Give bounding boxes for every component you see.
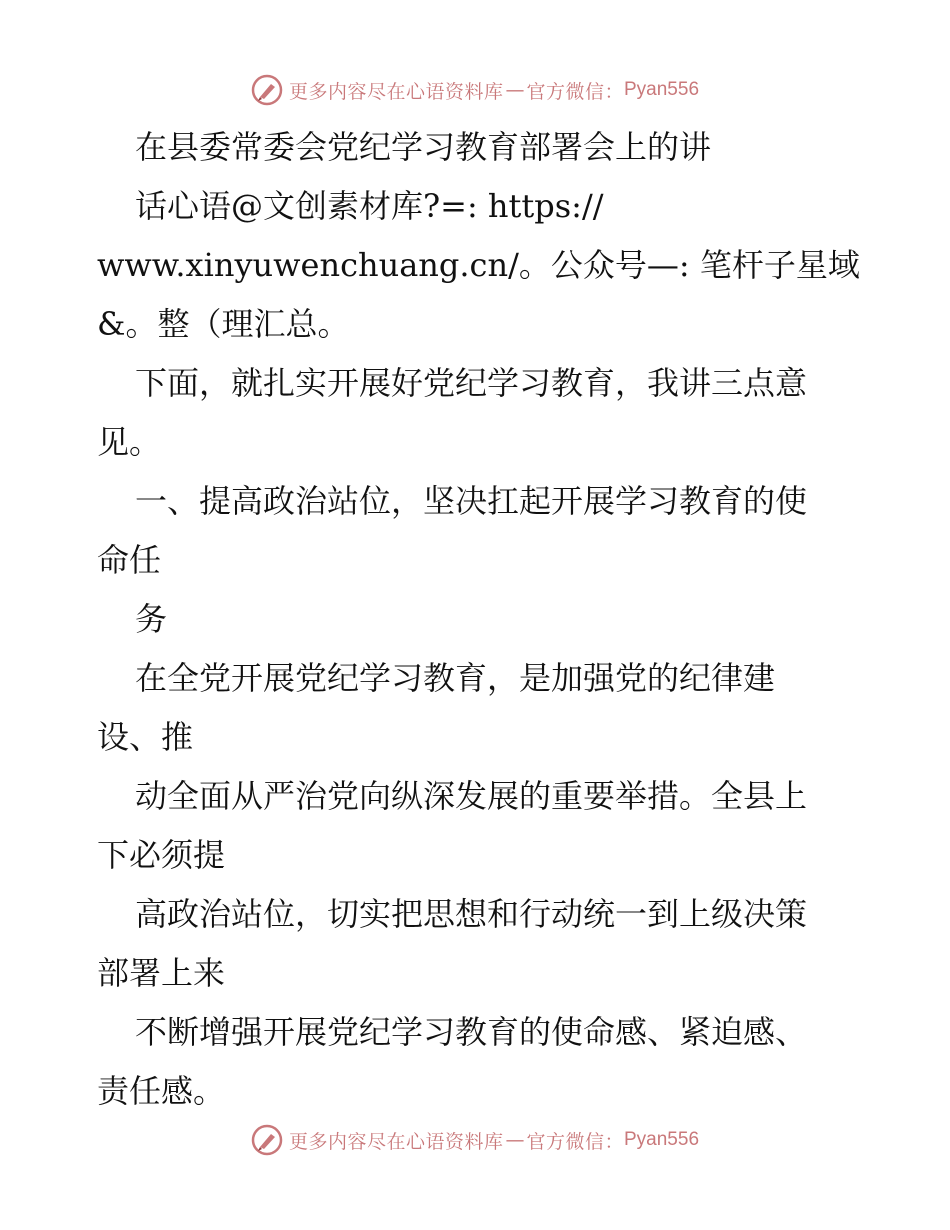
watermark-suffix: 官方微信： — [526, 1130, 624, 1153]
text-line-2: 话心语@文创素材库?=: https:// — [135, 187, 604, 225]
watermark-code: Pyan556 — [624, 79, 700, 100]
text-line-17: 责任感。 — [97, 1072, 226, 1110]
text-line-3: www.xinyuwenchuang.cn/。公众号—: 笔杆子星域 — [97, 246, 860, 284]
text-line-15: 部署上来 — [97, 954, 226, 992]
text-line-5: 下面，就扎实开展好党纪学习教育，我讲三点意 — [135, 364, 808, 402]
text-line-10: 在全党开展党纪学习教育，是加强党的纪律建 — [135, 659, 776, 697]
pen-logo-icon — [251, 1124, 283, 1156]
text-line-11: 设、推 — [97, 718, 194, 756]
pen-logo-icon — [251, 74, 283, 106]
text-line-1: 在县委常委会党纪学习教育部署会上的讲 — [135, 128, 712, 166]
text-line-7: 一、提高政治站位，坚决扛起开展学习教育的使 — [135, 482, 808, 520]
watermark-separator: — — [505, 79, 525, 101]
text-line-14: 高政治站位，切实把思想和行动统一到上级决策 — [135, 895, 808, 933]
text-line-16: 不断增强开展党纪学习教育的使命感、紧迫感、 — [135, 1013, 808, 1051]
watermark-code: Pyan556 — [624, 1129, 700, 1150]
watermark-separator: — — [505, 1129, 525, 1151]
watermark-suffix: 官方微信： — [526, 80, 624, 103]
text-line-4: &。整（理汇总。 — [97, 305, 350, 343]
watermark-text: 更多内容尽在心语资料库 — [288, 80, 504, 103]
text-line-9: 务 — [135, 600, 168, 638]
text-line-8: 命任 — [97, 541, 162, 579]
text-line-6: 见。 — [97, 423, 162, 461]
text-line-13: 下必须提 — [97, 836, 226, 874]
document-body — [97, 118, 867, 1121]
watermark-banner-top — [0, 70, 950, 110]
watermark-banner-bottom — [0, 1120, 950, 1160]
text-line-12: 动全面从严治党向纵深发展的重要举措。全县上 — [135, 777, 808, 815]
watermark-text: 更多内容尽在心语资料库 — [288, 1130, 504, 1153]
